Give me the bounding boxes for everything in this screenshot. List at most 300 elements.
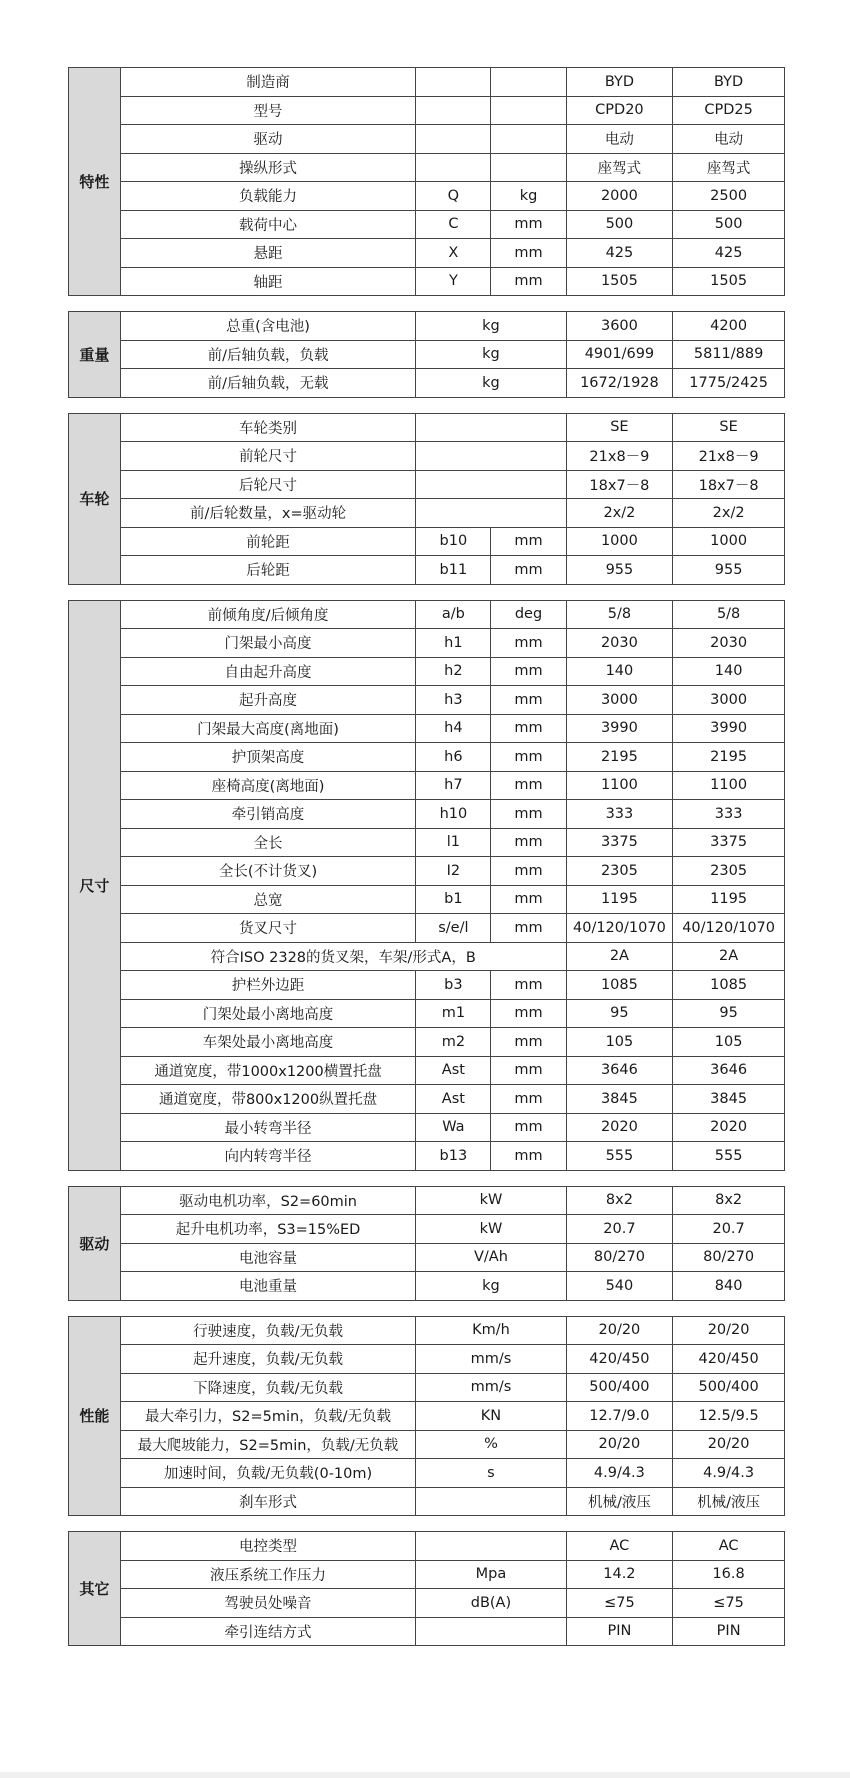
spec-section-table (68, 311, 785, 398)
spec-row (69, 1186, 785, 1215)
unit-cell (416, 413, 566, 442)
value-model-1: 3845 (566, 1085, 673, 1114)
symbol-cell: Ast (416, 1056, 491, 1085)
section-category: 驱动 (69, 1186, 121, 1300)
spec-section-table (68, 1316, 785, 1517)
value-model-1: 955 (566, 556, 673, 585)
spec-row (69, 1487, 785, 1516)
spec-sheet (68, 67, 785, 1661)
spec-row (69, 182, 785, 211)
value-model-2: 21x8－9 (673, 442, 785, 471)
value-model-1: 500 (566, 210, 673, 239)
parameter-name: 制造商 (120, 68, 416, 97)
spec-row (69, 800, 785, 829)
unit-cell: s (416, 1459, 566, 1488)
unit-cell: mm (491, 828, 566, 857)
unit-cell: kg (416, 312, 566, 341)
value-model-1: 4901/699 (566, 340, 673, 369)
unit-cell: deg (491, 600, 566, 629)
unit-cell: mm (491, 1056, 566, 1085)
value-model-2: 20.7 (673, 1215, 785, 1244)
parameter-name: 电池重量 (120, 1272, 416, 1301)
parameter-name: 前轮距 (120, 527, 416, 556)
value-model-1: 机械/液压 (566, 1487, 673, 1516)
value-model-1: 1085 (566, 971, 673, 1000)
parameter-name: 自由起升高度 (120, 657, 416, 686)
value-model-1: 3646 (566, 1056, 673, 1085)
symbol-cell (416, 68, 491, 97)
parameter-name: 驱动电机功率，S2=60min (120, 1186, 416, 1215)
unit-cell: kg (491, 182, 566, 211)
value-model-1: 电动 (566, 125, 673, 154)
value-model-1: 2305 (566, 857, 673, 886)
value-model-1: CPD20 (566, 96, 673, 125)
value-model-1: 1672/1928 (566, 369, 673, 398)
parameter-name: 最小转弯半径 (120, 1113, 416, 1142)
unit-cell: % (416, 1430, 566, 1459)
value-model-1: 540 (566, 1272, 673, 1301)
spec-row (69, 600, 785, 629)
parameter-name: 总重(含电池) (120, 312, 416, 341)
parameter-name: 车轮类别 (120, 413, 416, 442)
value-model-2: 840 (673, 1272, 785, 1301)
value-model-1: 12.7/9.0 (566, 1402, 673, 1431)
unit-cell: dB(A) (416, 1589, 566, 1618)
spec-section-table (68, 413, 785, 585)
value-model-2: 80/270 (673, 1243, 785, 1272)
value-model-2: 1100 (673, 771, 785, 800)
unit-cell: mm (491, 800, 566, 829)
spec-row (69, 340, 785, 369)
spec-row (69, 1085, 785, 1114)
value-model-2: 1775/2425 (673, 369, 785, 398)
value-model-2: 电动 (673, 125, 785, 154)
unit-cell (416, 499, 566, 528)
parameter-name: 驾驶员处噪音 (120, 1589, 416, 1618)
value-model-1: 14.2 (566, 1560, 673, 1589)
section-category: 尺寸 (69, 600, 121, 1170)
value-model-1: 2000 (566, 182, 673, 211)
spec-section-table (68, 1531, 785, 1646)
parameter-name: 前倾角度/后倾角度 (120, 600, 416, 629)
parameter-name: 最大牵引力，S2=5min，负载/无负载 (120, 1402, 416, 1431)
symbol-cell: h10 (416, 800, 491, 829)
symbol-cell: X (416, 239, 491, 268)
parameter-name: 起升电机功率，S3=15%ED (120, 1215, 416, 1244)
parameter-name: 门架最大高度(离地面) (120, 714, 416, 743)
value-model-2: 500/400 (673, 1373, 785, 1402)
value-model-1: 2x/2 (566, 499, 673, 528)
spec-row (69, 369, 785, 398)
unit-cell: mm (491, 1113, 566, 1142)
value-model-2: 座驾式 (673, 153, 785, 182)
value-model-2: 20/20 (673, 1316, 785, 1345)
value-model-1: 2020 (566, 1113, 673, 1142)
spec-row (69, 210, 785, 239)
value-model-1: 座驾式 (566, 153, 673, 182)
symbol-cell: b1 (416, 885, 491, 914)
symbol-cell: b11 (416, 556, 491, 585)
parameter-name: 前/后轮数量，x=驱动轮 (120, 499, 416, 528)
unit-cell (416, 442, 566, 471)
symbol-cell: h6 (416, 743, 491, 772)
value-model-2: 20/20 (673, 1430, 785, 1459)
spec-row (69, 267, 785, 296)
value-model-1: SE (566, 413, 673, 442)
value-model-2: 3646 (673, 1056, 785, 1085)
value-model-1: 3375 (566, 828, 673, 857)
parameter-name: 门架最小高度 (120, 629, 416, 658)
unit-cell: mm (491, 267, 566, 296)
symbol-cell: b13 (416, 1142, 491, 1171)
unit-cell: mm (491, 885, 566, 914)
section-category: 车轮 (69, 413, 121, 584)
unit-cell: mm (491, 1142, 566, 1171)
unit-cell: kg (416, 340, 566, 369)
value-model-2: 2x/2 (673, 499, 785, 528)
parameter-name: 前/后轴负载，无载 (120, 369, 416, 398)
value-model-2: 2305 (673, 857, 785, 886)
unit-cell (416, 1487, 566, 1516)
parameter-name: 车架处最小离地高度 (120, 1028, 416, 1057)
symbol-cell (416, 153, 491, 182)
unit-cell (491, 153, 566, 182)
unit-cell (491, 125, 566, 154)
value-model-2: 1195 (673, 885, 785, 914)
symbol-cell: Q (416, 182, 491, 211)
spec-row (69, 1028, 785, 1057)
unit-cell: kW (416, 1186, 566, 1215)
symbol-cell: m2 (416, 1028, 491, 1057)
symbol-cell: b3 (416, 971, 491, 1000)
symbol-cell: h7 (416, 771, 491, 800)
spec-section-table (68, 1186, 785, 1301)
spec-row (69, 1532, 785, 1561)
parameter-name: 电控类型 (120, 1532, 416, 1561)
value-model-2: 1505 (673, 267, 785, 296)
parameter-name: 护顶架高度 (120, 743, 416, 772)
parameter-name: 加速时间，负载/无负载(0-10m) (120, 1459, 416, 1488)
value-model-2: 5811/889 (673, 340, 785, 369)
spec-row (69, 1459, 785, 1488)
unit-cell: mm (491, 527, 566, 556)
parameter-name: 行驶速度，负载/无负载 (120, 1316, 416, 1345)
value-model-1: 20/20 (566, 1430, 673, 1459)
value-model-2: 机械/液压 (673, 1487, 785, 1516)
symbol-cell: h1 (416, 629, 491, 658)
unit-cell: mm (491, 857, 566, 886)
symbol-cell: Wa (416, 1113, 491, 1142)
parameter-name: 后轮尺寸 (120, 470, 416, 499)
value-model-1: 20/20 (566, 1316, 673, 1345)
value-model-2: 955 (673, 556, 785, 585)
parameter-name: 全长 (120, 828, 416, 857)
value-model-1: 333 (566, 800, 673, 829)
spec-row (69, 68, 785, 97)
spec-row (69, 556, 785, 585)
symbol-cell: h2 (416, 657, 491, 686)
spec-row (69, 1430, 785, 1459)
value-model-2: 2A (673, 942, 785, 971)
unit-cell: KN (416, 1402, 566, 1431)
parameter-name: 下降速度，负载/无负载 (120, 1373, 416, 1402)
parameter-name: 操纵形式 (120, 153, 416, 182)
value-model-1: 425 (566, 239, 673, 268)
unit-cell: mm (491, 686, 566, 715)
value-model-2: 3990 (673, 714, 785, 743)
spec-row (69, 971, 785, 1000)
value-model-2: 555 (673, 1142, 785, 1171)
value-model-2: 4.9/4.3 (673, 1459, 785, 1488)
value-model-2: 5/8 (673, 600, 785, 629)
unit-cell: mm (491, 971, 566, 1000)
value-model-1: 140 (566, 657, 673, 686)
value-model-1: 8x2 (566, 1186, 673, 1215)
value-model-2: 2500 (673, 182, 785, 211)
parameter-name: 悬距 (120, 239, 416, 268)
unit-cell: mm (491, 914, 566, 943)
value-model-1: 3000 (566, 686, 673, 715)
parameter-name: 起升速度，负载/无负载 (120, 1345, 416, 1374)
spec-row (69, 1056, 785, 1085)
value-model-1: 555 (566, 1142, 673, 1171)
spec-row (69, 657, 785, 686)
spec-row (69, 1345, 785, 1374)
value-model-1: PIN (566, 1617, 673, 1646)
parameter-name: 牵引连结方式 (120, 1617, 416, 1646)
parameter-name: 电池容量 (120, 1243, 416, 1272)
value-model-1: 1505 (566, 267, 673, 296)
value-model-2: 16.8 (673, 1560, 785, 1589)
symbol-cell: m1 (416, 999, 491, 1028)
symbol-cell: h4 (416, 714, 491, 743)
unit-cell: kW (416, 1215, 566, 1244)
spec-row (69, 1316, 785, 1345)
value-model-2: 333 (673, 800, 785, 829)
parameter-name: 通道宽度，带1000x1200横置托盘 (120, 1056, 416, 1085)
parameter-name: 通道宽度，带800x1200纵置托盘 (120, 1085, 416, 1114)
value-model-1: AC (566, 1532, 673, 1561)
unit-cell: mm (491, 743, 566, 772)
footer-band (0, 1772, 850, 1778)
unit-cell: Mpa (416, 1560, 566, 1589)
spec-row (69, 442, 785, 471)
unit-cell: mm/s (416, 1345, 566, 1374)
value-model-1: ≤75 (566, 1589, 673, 1618)
value-model-1: BYD (566, 68, 673, 97)
value-model-2: 2195 (673, 743, 785, 772)
parameter-name: 驱动 (120, 125, 416, 154)
symbol-cell (416, 125, 491, 154)
spec-row (69, 239, 785, 268)
unit-cell: mm (491, 239, 566, 268)
value-model-1: 2030 (566, 629, 673, 658)
unit-cell: mm (491, 714, 566, 743)
value-model-2: CPD25 (673, 96, 785, 125)
value-model-1: 40/120/1070 (566, 914, 673, 943)
unit-cell (416, 470, 566, 499)
value-model-1: 21x8－9 (566, 442, 673, 471)
spec-row (69, 629, 785, 658)
unit-cell: mm (491, 556, 566, 585)
spec-row (69, 153, 785, 182)
value-model-2: 18x7－8 (673, 470, 785, 499)
value-model-2: PIN (673, 1617, 785, 1646)
value-model-2: 12.5/9.5 (673, 1402, 785, 1431)
unit-cell: Km/h (416, 1316, 566, 1345)
value-model-1: 500/400 (566, 1373, 673, 1402)
value-model-1: 95 (566, 999, 673, 1028)
spec-row (69, 942, 785, 971)
unit-cell (491, 68, 566, 97)
parameter-name: 前轮尺寸 (120, 442, 416, 471)
value-model-2: 2030 (673, 629, 785, 658)
unit-cell (491, 96, 566, 125)
parameter-name: 型号 (120, 96, 416, 125)
spec-row (69, 1142, 785, 1171)
value-model-1: 1195 (566, 885, 673, 914)
spec-section-table (68, 600, 785, 1171)
parameter-name: 门架处最小离地高度 (120, 999, 416, 1028)
value-model-2: 2020 (673, 1113, 785, 1142)
symbol-cell: C (416, 210, 491, 239)
symbol-cell: b10 (416, 527, 491, 556)
parameter-name: 向内转弯半径 (120, 1142, 416, 1171)
spec-row (69, 1272, 785, 1301)
spec-row (69, 914, 785, 943)
unit-cell: mm (491, 657, 566, 686)
spec-row (69, 1113, 785, 1142)
value-model-2: 3375 (673, 828, 785, 857)
value-model-2: 40/120/1070 (673, 914, 785, 943)
value-model-1: 1100 (566, 771, 673, 800)
parameter-name: 总宽 (120, 885, 416, 914)
spec-row (69, 96, 785, 125)
unit-cell: V/Ah (416, 1243, 566, 1272)
spec-row (69, 1373, 785, 1402)
parameter-name: 符合ISO 2328的货叉架，车架/形式A，B (120, 942, 566, 971)
spec-section-table (68, 67, 785, 296)
value-model-2: 1000 (673, 527, 785, 556)
value-model-2: 3000 (673, 686, 785, 715)
section-category: 特性 (69, 68, 121, 296)
parameter-name: 起升高度 (120, 686, 416, 715)
unit-cell: mm (491, 1028, 566, 1057)
parameter-name: 全长(不计货叉) (120, 857, 416, 886)
value-model-2: BYD (673, 68, 785, 97)
spec-row (69, 857, 785, 886)
spec-row (69, 771, 785, 800)
unit-cell: mm (491, 629, 566, 658)
spec-row (69, 125, 785, 154)
value-model-1: 3990 (566, 714, 673, 743)
symbol-cell: h3 (416, 686, 491, 715)
value-model-2: 8x2 (673, 1186, 785, 1215)
section-category: 其它 (69, 1532, 121, 1646)
spec-row (69, 686, 785, 715)
parameter-name: 液压系统工作压力 (120, 1560, 416, 1589)
symbol-cell (416, 96, 491, 125)
value-model-1: 3600 (566, 312, 673, 341)
parameter-name: 前/后轴负载，负载 (120, 340, 416, 369)
value-model-1: 80/270 (566, 1243, 673, 1272)
spec-row (69, 743, 785, 772)
value-model-2: 3845 (673, 1085, 785, 1114)
unit-cell (416, 1617, 566, 1646)
value-model-2: 1085 (673, 971, 785, 1000)
value-model-2: 500 (673, 210, 785, 239)
value-model-2: 4200 (673, 312, 785, 341)
spec-row (69, 499, 785, 528)
unit-cell: kg (416, 369, 566, 398)
value-model-1: 1000 (566, 527, 673, 556)
spec-row (69, 312, 785, 341)
parameter-name: 负载能力 (120, 182, 416, 211)
unit-cell: mm/s (416, 1373, 566, 1402)
value-model-2: 425 (673, 239, 785, 268)
value-model-1: 420/450 (566, 1345, 673, 1374)
symbol-cell: s/e/l (416, 914, 491, 943)
symbol-cell: Ast (416, 1085, 491, 1114)
value-model-2: AC (673, 1532, 785, 1561)
unit-cell: kg (416, 1272, 566, 1301)
spec-row (69, 1560, 785, 1589)
spec-row (69, 1617, 785, 1646)
unit-cell: mm (491, 999, 566, 1028)
symbol-cell: a/b (416, 600, 491, 629)
parameter-name: 载荷中心 (120, 210, 416, 239)
value-model-2: 95 (673, 999, 785, 1028)
parameter-name: 座椅高度(离地面) (120, 771, 416, 800)
parameter-name: 刹车形式 (120, 1487, 416, 1516)
unit-cell: mm (491, 771, 566, 800)
value-model-2: 140 (673, 657, 785, 686)
section-category: 性能 (69, 1316, 121, 1516)
parameter-name: 最大爬坡能力，S2=5min，负载/无负载 (120, 1430, 416, 1459)
parameter-name: 护栏外边距 (120, 971, 416, 1000)
parameter-name: 后轮距 (120, 556, 416, 585)
spec-row (69, 470, 785, 499)
spec-row (69, 1402, 785, 1431)
parameter-name: 轴距 (120, 267, 416, 296)
spec-row (69, 999, 785, 1028)
symbol-cell: l1 (416, 828, 491, 857)
value-model-1: 18x7－8 (566, 470, 673, 499)
unit-cell: mm (491, 210, 566, 239)
spec-row (69, 828, 785, 857)
value-model-1: 4.9/4.3 (566, 1459, 673, 1488)
symbol-cell: I2 (416, 857, 491, 886)
value-model-1: 2A (566, 942, 673, 971)
value-model-2: 105 (673, 1028, 785, 1057)
value-model-2: 420/450 (673, 1345, 785, 1374)
unit-cell (416, 1532, 566, 1561)
value-model-2: ≤75 (673, 1589, 785, 1618)
value-model-1: 2195 (566, 743, 673, 772)
symbol-cell: Y (416, 267, 491, 296)
spec-row (69, 1243, 785, 1272)
spec-row (69, 527, 785, 556)
value-model-1: 105 (566, 1028, 673, 1057)
parameter-name: 货叉尺寸 (120, 914, 416, 943)
spec-row (69, 1589, 785, 1618)
value-model-1: 20.7 (566, 1215, 673, 1244)
spec-row (69, 1215, 785, 1244)
parameter-name: 牵引销高度 (120, 800, 416, 829)
unit-cell: mm (491, 1085, 566, 1114)
section-category: 重量 (69, 312, 121, 398)
spec-row (69, 413, 785, 442)
